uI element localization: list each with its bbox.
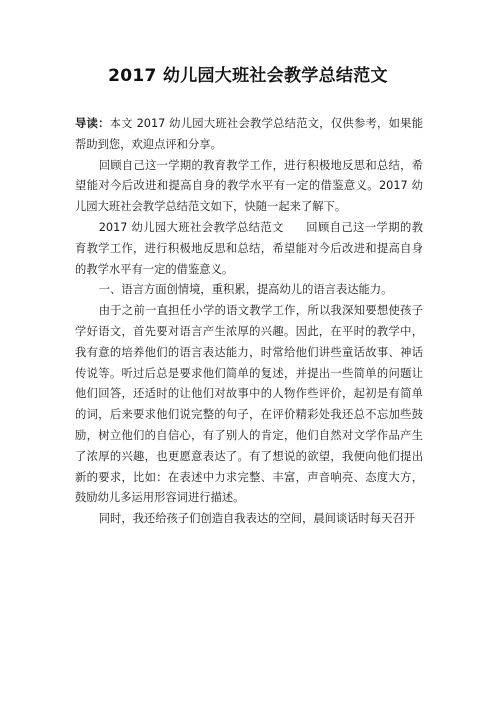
lead-paragraph bbox=[75, 114, 423, 156]
document-body bbox=[75, 114, 423, 530]
paragraph-2-body: 回顾自己这一学期的教育教学工作，进行积极地反思和总结，希望能对今后改进和提高自身的教学水平有一定的借鉴意义。 bbox=[75, 220, 423, 276]
paragraph-1: 回顾自己这一学期的教育教学工作，进行积极地反思和总结，希望能对今后改进和提高自身的教学水平有一定的借鉴意义。2017 幼儿园大班社会教学总结范文如下，快随一起来了解下。 bbox=[75, 158, 423, 214]
lead-label: 导读： bbox=[75, 117, 110, 130]
document-title: 2017 幼儿园大班社会教学总结范文 bbox=[108, 66, 388, 86]
paragraph-2-title: 2017 幼儿园大班社会教学总结范文 bbox=[98, 220, 284, 234]
section-heading-1: 一、语言方面创情境，重积累，提高幼儿的语言表达能力。 bbox=[98, 283, 393, 297]
paragraph-4: 同时，我还给孩子们创造自我表达的空间，晨间谈话时每天召开 bbox=[98, 512, 416, 526]
paragraph-2 bbox=[75, 218, 423, 280]
lead-text: 本文 2017 幼儿园大班社会教学总结范文，仅供参考，如果能帮助到您，欢迎点评和分享。 bbox=[75, 117, 423, 151]
paragraph-3: 由于之前一直担任小学的语文教学工作，所以我深知要想使孩子学好语文，首先要对语言产生浓厚的兴趣。因此，在平时的教学中，我有意的培养他们的语言表达能力，时常给他们讲些童话故事、神话传说等。听过后总是要求他们简单的复述，并提出一些简单的问题让他们回答，还适时的让他们对故事中的人物作些评价，起初是有简单的词，后来要求他们说完整的句子，在评价精彩处我还总不忘加些鼓励，树立他们的自信心，有了别人的肯定，他们自然对文学作品产生了浓厚的兴趣，也更愿意表达了。有了想说的欲望，我便向他们提出新的要求，比如：在表述中力求完整、丰富，声音响亮、态度大方，鼓励幼儿多运用形容词进行描述。 bbox=[75, 304, 423, 505]
